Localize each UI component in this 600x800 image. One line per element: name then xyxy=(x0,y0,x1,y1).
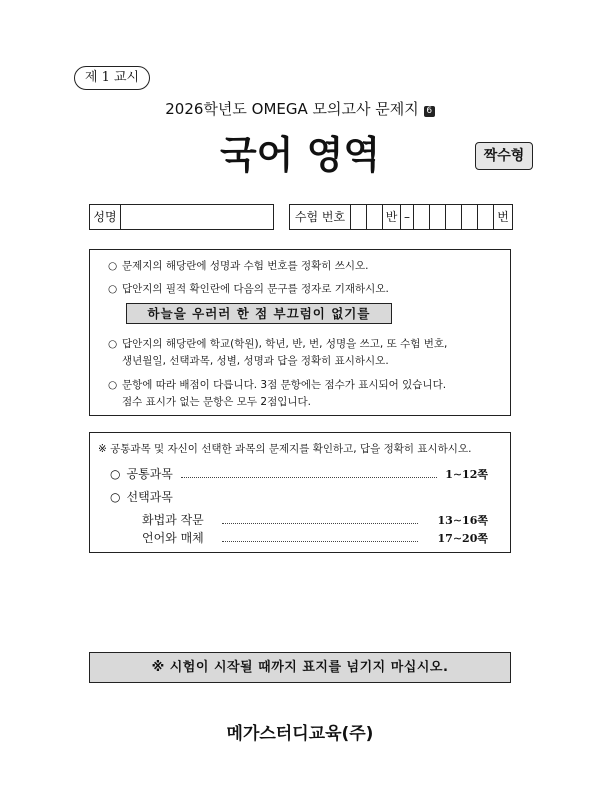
bullet-icon: ○ xyxy=(108,260,118,272)
notice-text: 문제지의 해당란에 성명과 수험 번호를 정확히 쓰시오. xyxy=(122,260,369,272)
notice-item xyxy=(108,258,369,275)
do-not-turn-banner: ※ 시험이 시작될 때까지 표지를 넘기지 마십시오. xyxy=(89,652,511,683)
publisher-name: 메가스터디교육(주) xyxy=(226,724,374,744)
dash: – xyxy=(401,205,414,229)
name-input-area[interactable] xyxy=(121,205,273,229)
elective-subject-label: 선택과목 xyxy=(126,490,173,504)
subject-list-box xyxy=(89,432,511,553)
notice-text: 문항에 따라 배점이 다릅니다. 3점 문항에는 점수가 표시되어 있습니다. xyxy=(122,379,447,391)
notice-text-continued: 점수 표시가 없는 문항은 모두 2점입니다. xyxy=(122,396,311,408)
elective-pages: 17∼20쪽 xyxy=(437,531,488,545)
elective-item xyxy=(142,511,488,528)
notice-item xyxy=(108,377,446,394)
name-field[interactable] xyxy=(89,204,274,230)
digit-cell[interactable] xyxy=(462,205,478,229)
bullet-icon: ○ xyxy=(110,466,121,481)
subject-list-header: ※ 공통과목 및 자신이 선택한 과목의 문제지를 확인하고, 답을 정확히 표시하시오. xyxy=(98,443,472,455)
class-label: 반 xyxy=(383,205,401,229)
exam-title-text: 2026학년도 OMEGA 모의고사 문제지 xyxy=(165,100,419,118)
number-suffix: 번 xyxy=(497,210,509,224)
exam-title xyxy=(0,99,600,119)
leader-dots xyxy=(222,540,418,542)
exam-number-field[interactable] xyxy=(289,204,513,230)
notice-text: 답안지의 해당란에 학교(학원), 학년, 반, 번, 성명을 쓰고, 또 수험 번호, xyxy=(122,338,448,350)
digit-cell[interactable] xyxy=(367,205,383,229)
notice-box xyxy=(89,249,511,416)
bullet-icon: ○ xyxy=(108,338,118,350)
bullet-icon: ○ xyxy=(108,283,118,295)
bullet-icon: ○ xyxy=(110,489,121,504)
common-subject-row xyxy=(110,465,488,482)
leader-dots xyxy=(222,522,418,524)
notice-item xyxy=(108,281,389,298)
elective-item xyxy=(142,529,488,546)
bullet-icon: ○ xyxy=(108,379,118,391)
common-subject-label: 공통과목 xyxy=(126,467,173,481)
handwriting-check-phrase: 하늘을 우러러 한 점 부끄럼이 없기를 xyxy=(126,303,392,324)
elective-name: 화법과 작문 xyxy=(142,513,204,527)
period-badge: 제 1 교시 xyxy=(74,66,150,90)
name-label: 성명 xyxy=(90,205,121,229)
elective-subject-row xyxy=(110,488,173,505)
common-subject-pages: 1∼12쪽 xyxy=(445,467,488,481)
variant-badge: 짝수형 xyxy=(475,142,533,170)
notice-text: 답안지의 필적 확인란에 다음의 문구를 정자로 기재하시오. xyxy=(122,283,389,295)
digit-cell[interactable] xyxy=(478,205,494,229)
notice-item xyxy=(108,336,447,353)
notice-text-continued: 생년월일, 선택과목, 성별, 성명과 답을 정확히 표시하시오. xyxy=(122,355,389,367)
leader-dots xyxy=(181,476,437,478)
elective-pages: 13∼16쪽 xyxy=(437,513,488,527)
digit-cell[interactable] xyxy=(446,205,462,229)
digit-cell[interactable] xyxy=(351,205,367,229)
exam-number-badge: 6 xyxy=(424,106,435,117)
elective-name: 언어와 매체 xyxy=(142,531,204,545)
exam-number-label: 수험 번호 xyxy=(290,205,351,229)
digit-cell[interactable] xyxy=(430,205,446,229)
digit-cell[interactable] xyxy=(414,205,430,229)
subject-title: 국어 영역 xyxy=(219,133,381,177)
